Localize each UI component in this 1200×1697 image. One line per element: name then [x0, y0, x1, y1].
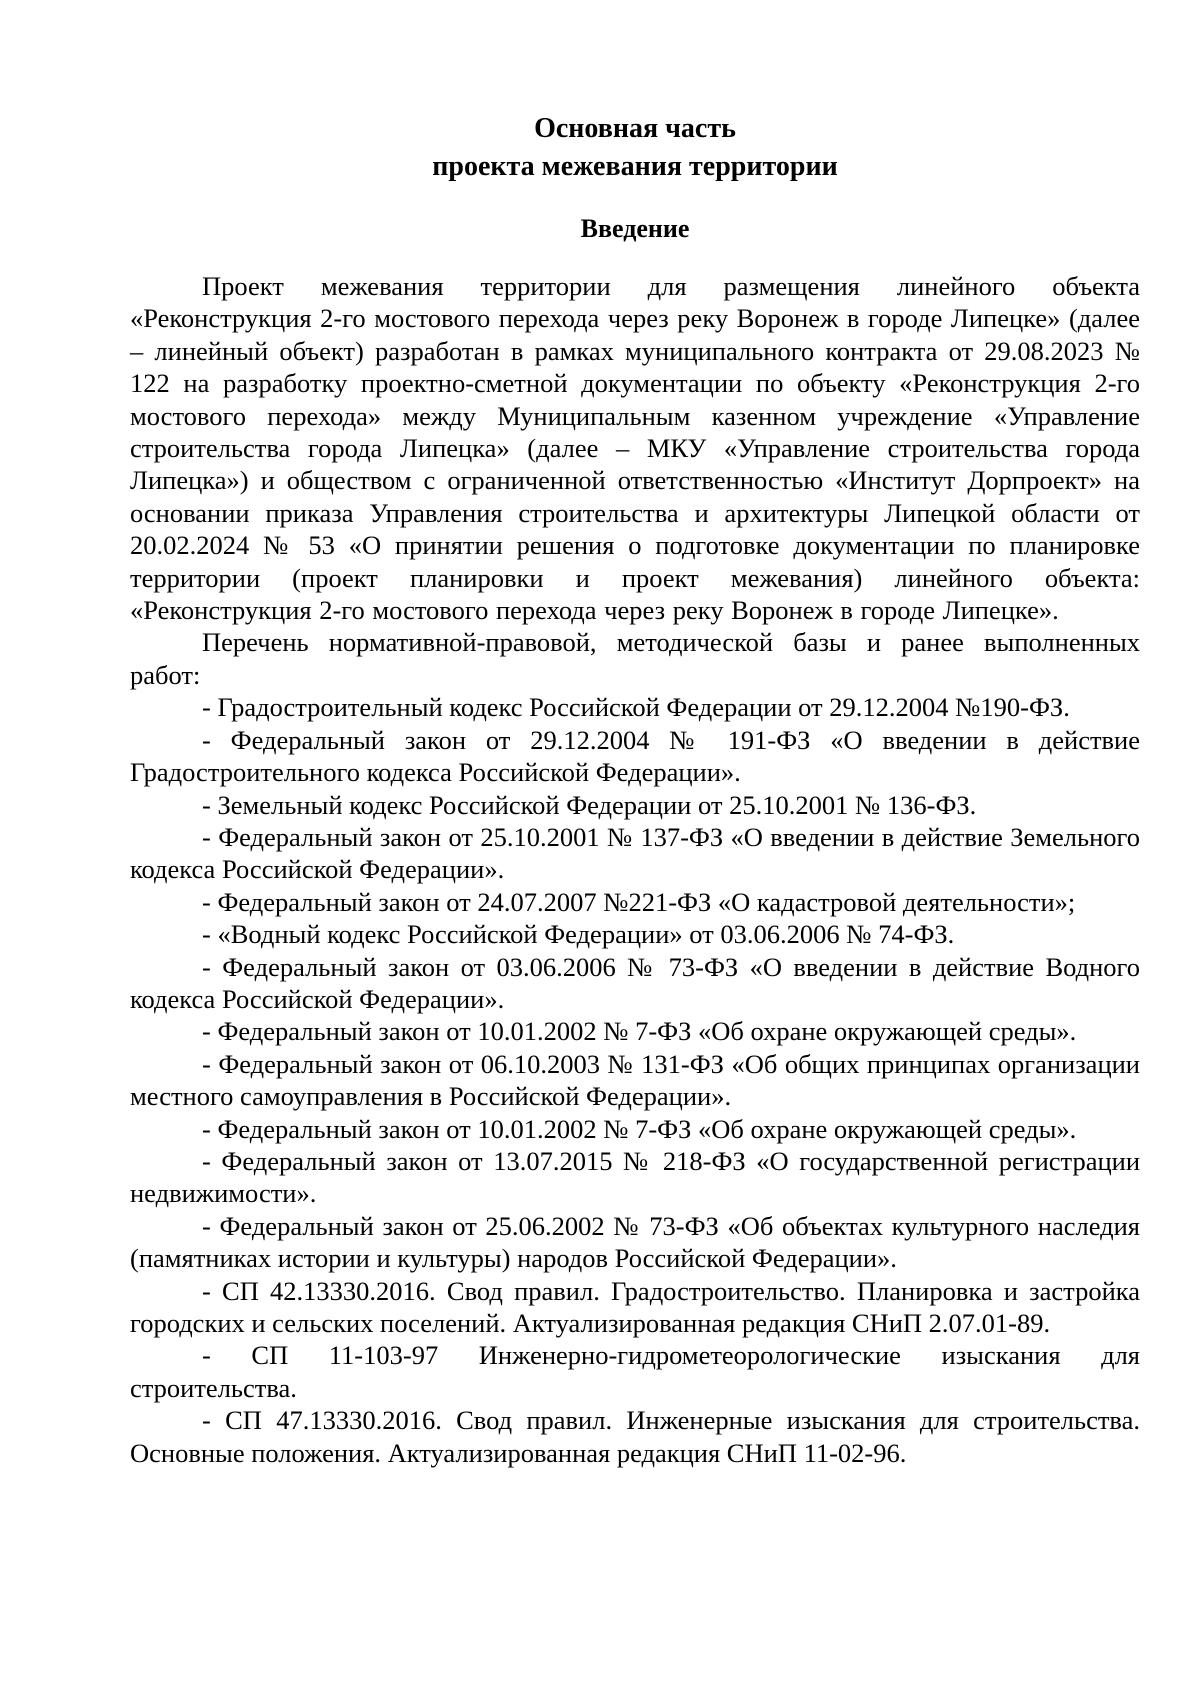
document-title: [130, 110, 1140, 186]
list-item: - Земельный кодекс Российской Федерации от 25.10.2001 № 136-ФЗ.: [202, 789, 977, 820]
list-item: - Федеральный закон от 25.06.2002 № 73-ФЗ «Об объектах культурного наследия (памятниках истории и культуры) народов Российской Федерации».: [130, 1210, 1140, 1274]
intro-paragraph: Проект межевания территории для размещения линейного объекта «Реконструкция 2-го мостового перехода через реку Воронеж в городе Липецке» (далее – линейный объект) разработан в рамках муниципального контракта от 29.08.2023 № 122 на разработку проектно-сметной документации по объекту «Реконструкция 2-го мостового перехода» между Муниципальным казенном учреждение «Управление строительства города Липецка» (далее – МКУ «Управление строительства города Липецка») и обществом с ограниченной ответственностью «Институт Дорпроект» на основании приказа Управления строительства и архитектуры Липецкой области от 20.02.2024 № 53 «О принятии решения о подготовке документации по планировке территории (проект планировки и проект межевания) линейного объекта: «Реконструкция 2-го мостового перехода через реку Воронеж в городе Липецке».: [130, 271, 1140, 626]
list-item: - Федеральный закон от 13.07.2015 № 218-ФЗ «О государственной регистрации недвижимости».: [130, 1145, 1140, 1209]
title-line-2: проекта межевания территории: [432, 151, 838, 182]
list-item: - Федеральный закон от 10.01.2002 № 7-ФЗ «Об охране окружающей среды».: [202, 1016, 1077, 1047]
document-page: [130, 110, 1140, 1469]
list-item: - СП 42.13330.2016. Свод правил. Градостроительство. Планировка и застройка городских и сельских поселений. Актуализированная редакция СНиП 2.07.01-89.: [130, 1275, 1140, 1338]
list-item: - Федеральный закон от 25.10.2001 № 137-ФЗ «О введении в действие Земельного кодекса Российской Федерации».: [130, 821, 1140, 885]
list-item: - Федеральный закон от 24.07.2007 №221-ФЗ «О кадастровой деятельности»;: [202, 886, 1076, 917]
list-item: - Градостроительный кодекс Российской Федерации от 29.12.2004 №190-ФЗ.: [202, 692, 1070, 723]
list-intro: Перечень нормативной-правовой, методической базы и ранее выполненных работ:: [130, 627, 1140, 690]
title-line-1: Основная часть: [534, 113, 736, 144]
regulations-list: [130, 691, 1140, 1469]
list-item: - Федеральный закон от 06.10.2003 № 131-ФЗ «Об общих принципах организации местного самоуправления в Российской Федерации».: [130, 1048, 1140, 1112]
list-item: - «Водный кодекс Российской Федерации» от 03.06.2006 № 74-ФЗ.: [202, 919, 955, 950]
list-item: - СП 11-103-97 Инженерно-гидрометеорологические изыскания для строительства.: [130, 1340, 1140, 1403]
section-heading: Введение: [580, 214, 690, 243]
list-item: - Федеральный закон от 03.06.2006 № 73-ФЗ «О введении в действие Водного кодекса Российской Федерации».: [130, 951, 1140, 1014]
list-item: - Федеральный закон от 10.01.2002 № 7-ФЗ «Об охране окружающей среды».: [202, 1113, 1077, 1144]
list-item: - СП 47.13330.2016. Свод правил. Инженерные изыскания для строительства. Основные положения. Актуализированная редакция СНиП 11-02-96.: [130, 1405, 1140, 1468]
list-item: - Федеральный закон от 29.12.2004 № 191-ФЗ «О введении в действие Градостроительного кодекса Российской Федерации».: [130, 724, 1140, 788]
